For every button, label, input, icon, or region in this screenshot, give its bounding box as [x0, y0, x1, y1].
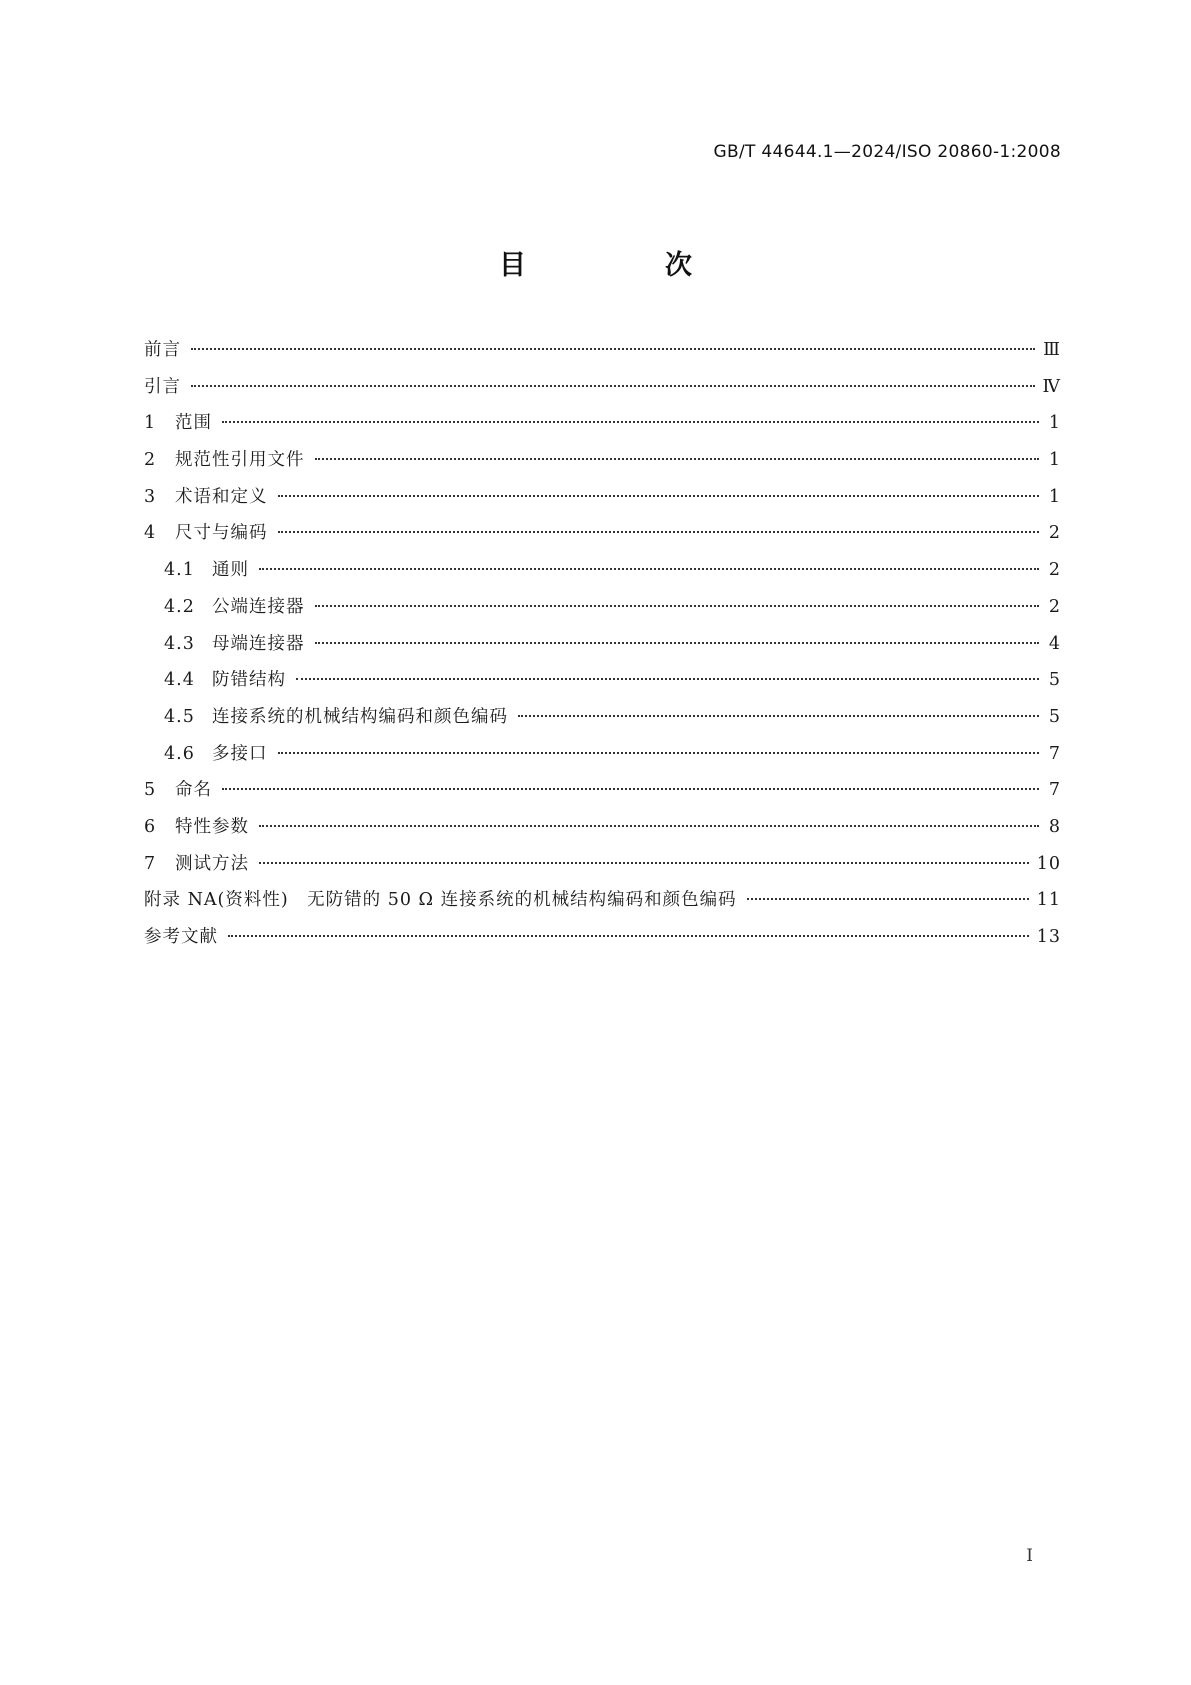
dot-leader: [518, 715, 1039, 717]
dot-leader: [315, 605, 1040, 607]
dot-leader: [222, 421, 1039, 423]
toc-entry-number: 4.3: [164, 633, 195, 654]
dot-leader: [191, 348, 1035, 350]
toc-entry-label: 特性参数: [175, 816, 249, 837]
dot-leader: [191, 385, 1035, 387]
toc-entry-page: 1: [1048, 413, 1061, 434]
toc-entry-page: 13: [1036, 927, 1061, 947]
toc-entry[interactable]: [144, 850, 1061, 887]
dot-leader: [228, 935, 1029, 937]
standard-code: GB/T 44644.1—2024/ISO 20860-1:2008: [713, 142, 1061, 162]
toc-entry-number: 1: [144, 413, 157, 434]
toc-entry-label: 范围: [175, 413, 212, 434]
toc-entry-number: 2: [144, 450, 157, 471]
dot-leader: [222, 788, 1039, 790]
toc-entry[interactable]: [144, 666, 1061, 703]
toc-entry-label: 术语和定义: [175, 486, 268, 507]
toc-entry-number: 5: [144, 780, 157, 801]
dot-leader: [278, 531, 1040, 533]
page-title: 目 次: [499, 250, 748, 281]
dot-leader: [315, 642, 1040, 644]
toc-entry[interactable]: [144, 519, 1061, 556]
toc-entry-page: 7: [1048, 743, 1061, 764]
toc-entry-number: 4.2: [164, 596, 195, 617]
toc-entry[interactable]: [144, 813, 1061, 850]
toc-entry-label: 尺寸与编码: [175, 523, 268, 544]
toc-entry-label: 测试方法: [175, 853, 249, 874]
dot-leader: [747, 898, 1029, 900]
toc-entry[interactable]: [144, 886, 1061, 923]
toc-entry-label: 前言: [144, 340, 181, 360]
toc-entry-page: 1: [1048, 486, 1061, 507]
toc-entry-label: 通则: [212, 560, 249, 581]
toc-entry-page: 2: [1048, 596, 1061, 617]
toc-entry-number: 4.5: [164, 706, 195, 727]
toc-entry-page: 5: [1048, 706, 1061, 727]
toc-entry-label: 规范性引用文件: [175, 450, 305, 471]
toc-entry-number: 4.1: [164, 560, 195, 581]
toc-entry-label: 母端连接器: [212, 633, 305, 654]
toc-entry-label: 多接口: [212, 743, 268, 764]
toc-entry[interactable]: [144, 336, 1061, 373]
toc-entry-label: 连接系统的机械结构编码和颜色编码: [212, 706, 508, 727]
dot-leader: [259, 862, 1029, 864]
toc-entry-label: 引言: [144, 376, 181, 397]
toc-entry[interactable]: [144, 703, 1061, 740]
dot-leader: [259, 568, 1039, 570]
toc-entry-page: 2: [1048, 523, 1061, 544]
dot-leader: [278, 752, 1040, 754]
toc-entry-label: 防错结构: [212, 670, 286, 691]
toc-entry[interactable]: [144, 483, 1061, 520]
toc-entry-page: 7: [1048, 780, 1061, 801]
toc-entry-number: 4.6: [164, 743, 195, 764]
toc-entry-number: 7: [144, 853, 157, 874]
footer-page-number: I: [1026, 1546, 1033, 1566]
toc-entry-number: 6: [144, 816, 157, 837]
dot-leader: [315, 458, 1040, 460]
toc-entry[interactable]: [144, 593, 1061, 630]
dot-leader: [259, 825, 1039, 827]
toc-entry[interactable]: [144, 630, 1061, 667]
toc-entry[interactable]: [144, 409, 1061, 446]
toc-entry-page: 11: [1036, 890, 1061, 911]
toc-entry[interactable]: [144, 776, 1061, 813]
toc-entry-number: 4.4: [164, 670, 195, 691]
toc-entry-label: 公端连接器: [212, 596, 305, 617]
toc-entry-page: 5: [1048, 670, 1061, 691]
toc-entry[interactable]: [144, 740, 1061, 777]
dot-leader: [296, 678, 1039, 680]
toc-entry[interactable]: [144, 373, 1061, 410]
toc-entry-page: 2: [1048, 560, 1061, 581]
toc-entry-page: Ⅲ: [1043, 340, 1061, 360]
dot-leader: [278, 495, 1040, 497]
toc-entry-page: Ⅳ: [1042, 376, 1061, 397]
toc-entry-page: 8: [1048, 816, 1061, 837]
toc-entry-page: 4: [1048, 633, 1061, 654]
toc-entry[interactable]: [144, 446, 1061, 483]
toc-entry-number: 4: [144, 523, 157, 544]
toc-entry-label: 附录 NA(资料性) 无防错的 50 Ω 连接系统的机械结构编码和颜色编码: [144, 890, 737, 911]
toc-entry-page: 1: [1048, 450, 1061, 471]
toc-entry[interactable]: [144, 923, 1061, 960]
toc-entry[interactable]: [144, 556, 1061, 593]
toc-entry-label: 参考文献: [144, 927, 218, 947]
table-of-contents: [144, 336, 1061, 960]
toc-entry-number: 3: [144, 486, 157, 507]
toc-entry-page: 10: [1036, 853, 1061, 874]
toc-entry-label: 命名: [175, 780, 212, 801]
